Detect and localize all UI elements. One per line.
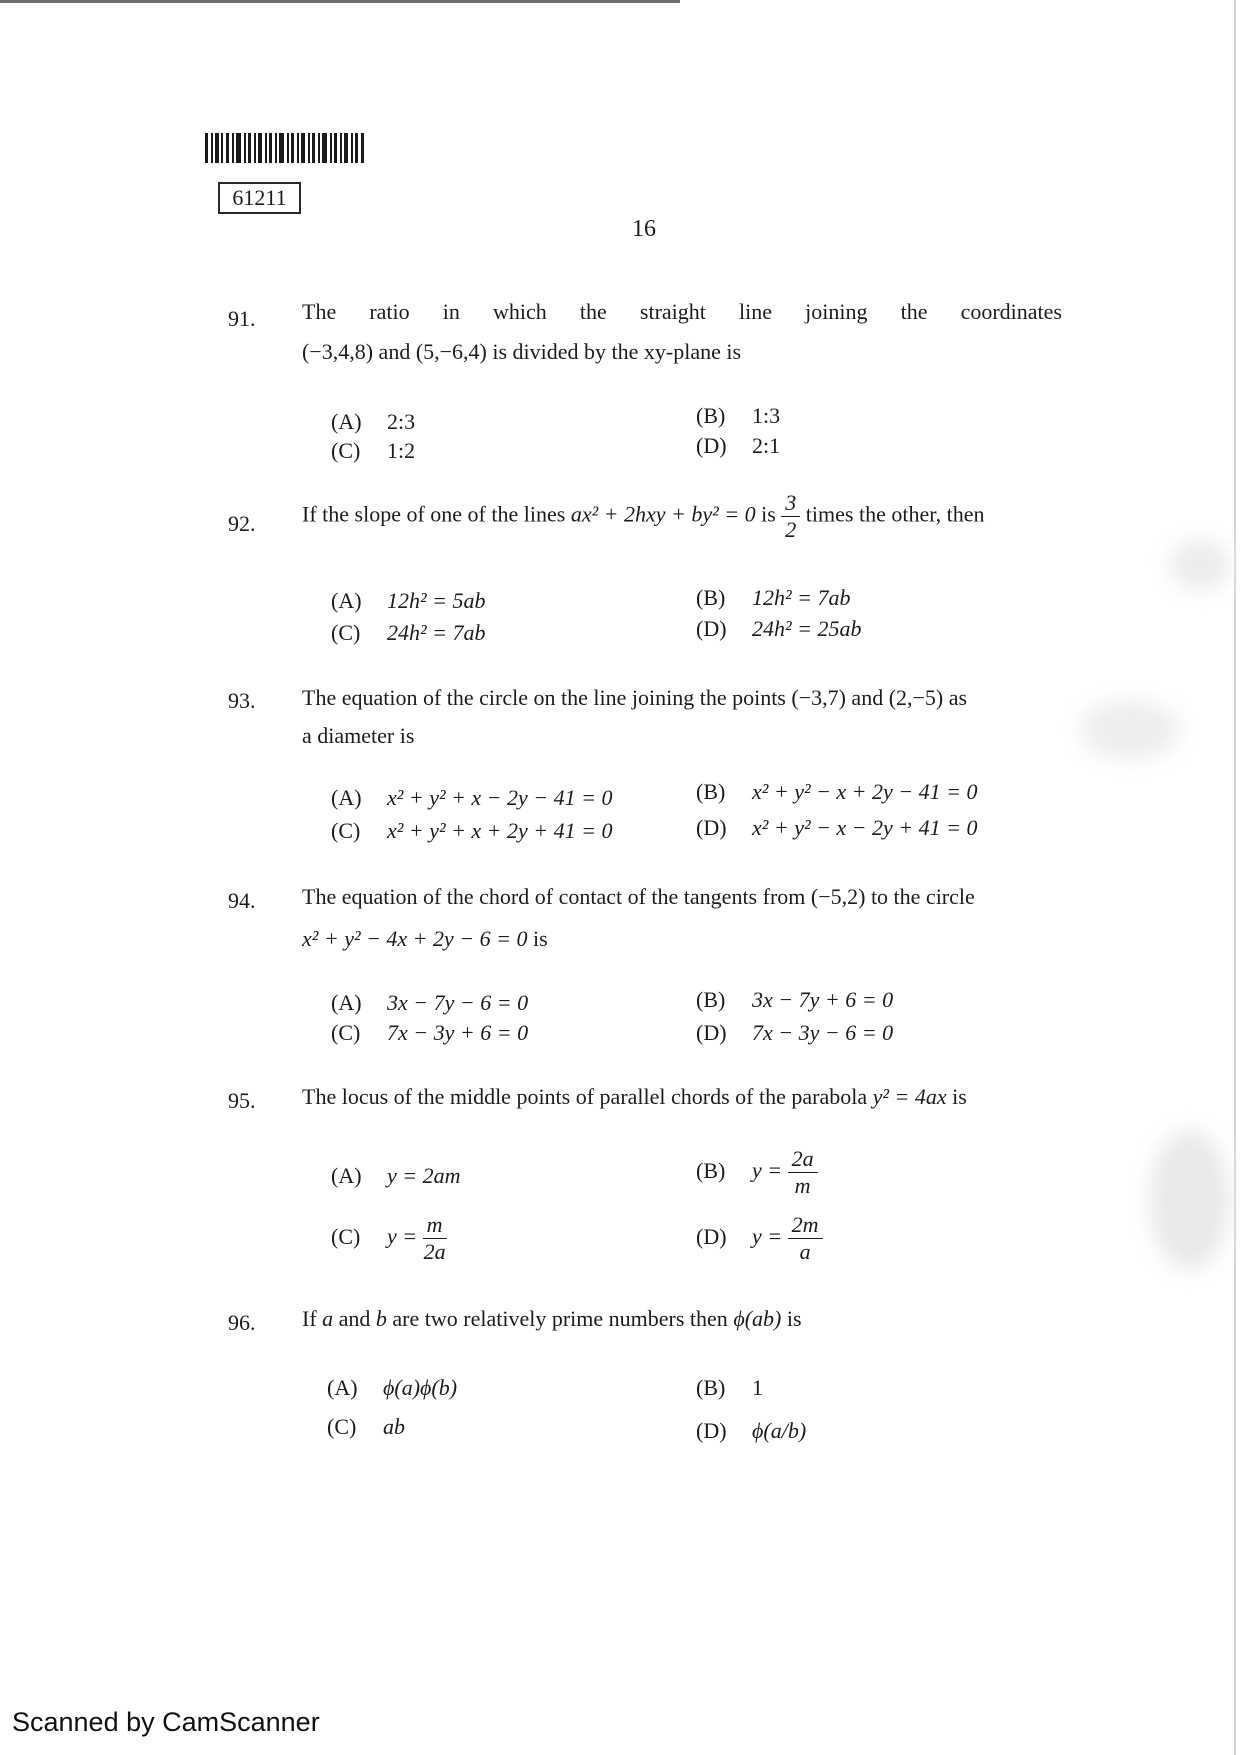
option-value: 1 bbox=[752, 1375, 763, 1400]
question-number: 95. bbox=[228, 1088, 256, 1113]
option-prefix: y = bbox=[752, 1157, 783, 1183]
option-a[interactable] bbox=[331, 785, 612, 811]
question-number: 92. bbox=[228, 511, 256, 536]
scan-smudge bbox=[1170, 540, 1230, 590]
page-number: 16 bbox=[632, 216, 656, 242]
question-text bbox=[302, 490, 985, 543]
option-label: (A) bbox=[331, 1163, 362, 1188]
question-text-part: and bbox=[338, 1306, 371, 1331]
option-c[interactable] bbox=[331, 438, 415, 464]
option-value: ϕ(a/b) bbox=[752, 1418, 807, 1443]
option-label: (C) bbox=[327, 1414, 357, 1439]
option-c[interactable] bbox=[331, 620, 485, 646]
option-label: (D) bbox=[696, 1020, 727, 1045]
option-label: (D) bbox=[696, 433, 727, 458]
option-value: ϕ(a)ϕ(b) bbox=[383, 1375, 458, 1400]
question-text: The equation of the chord of contact of the tangents from (−5,2) to the circle bbox=[302, 884, 975, 909]
option-b[interactable] bbox=[696, 403, 780, 429]
option-label: (B) bbox=[696, 585, 726, 610]
fraction bbox=[788, 1146, 818, 1199]
option-d[interactable] bbox=[696, 1418, 806, 1444]
question-text-part: times the other, then bbox=[805, 501, 985, 527]
option-label: (A) bbox=[331, 785, 362, 810]
option-value: 2:3 bbox=[387, 409, 416, 434]
option-label: (A) bbox=[331, 990, 362, 1015]
option-a[interactable] bbox=[331, 1163, 461, 1189]
option-prefix: y = bbox=[387, 1223, 418, 1249]
option-value: 2:1 bbox=[752, 433, 781, 458]
question-number: 94. bbox=[228, 888, 256, 913]
option-label: (A) bbox=[331, 588, 362, 613]
fraction-numerator: 2a bbox=[788, 1146, 818, 1173]
option-value: 7x − 3y − 6 = 0 bbox=[752, 1020, 894, 1045]
option-d[interactable] bbox=[696, 1212, 823, 1265]
equation: ax² + 2hxy + by² = 0 bbox=[570, 501, 756, 527]
question-text-part: is bbox=[532, 926, 548, 951]
option-b[interactable] bbox=[696, 987, 893, 1013]
question-text-part: is bbox=[761, 501, 776, 527]
variable-a: a bbox=[322, 1306, 334, 1331]
paper-code: 61211 bbox=[218, 182, 301, 214]
option-prefix: y = bbox=[752, 1223, 783, 1249]
fraction bbox=[423, 1212, 447, 1265]
question-text-part: If the slope of one of the lines bbox=[302, 501, 566, 527]
option-value: x² + y² + x − 2y − 41 = 0 bbox=[387, 785, 613, 810]
option-label: (D) bbox=[696, 1418, 727, 1443]
question-text-part: is bbox=[786, 1306, 802, 1331]
option-label: (C) bbox=[331, 438, 361, 463]
question-number: 93. bbox=[228, 688, 256, 713]
question-text-part: are two relatively prime numbers then bbox=[392, 1306, 728, 1331]
option-value: 24h² = 25ab bbox=[752, 616, 862, 641]
option-value: x² + y² + x + 2y + 41 = 0 bbox=[387, 818, 613, 843]
fraction-numerator: m bbox=[423, 1212, 447, 1239]
option-value: 24h² = 7ab bbox=[387, 620, 486, 645]
option-d[interactable] bbox=[696, 616, 861, 642]
fraction bbox=[781, 490, 800, 543]
option-c[interactable] bbox=[331, 1020, 528, 1046]
option-value: 1:2 bbox=[387, 438, 416, 463]
option-label: (C) bbox=[331, 818, 361, 843]
question-text: The equation of the circle on the line joining the points (−3,7) and (2,−5) as bbox=[302, 685, 968, 710]
question-number: 96. bbox=[228, 1310, 256, 1335]
question-text bbox=[302, 1300, 802, 1338]
equation: ϕ(ab) bbox=[733, 1306, 782, 1331]
option-label: (D) bbox=[696, 616, 727, 641]
question-text-part: The locus of the middle points of parallel chords of the parabola bbox=[302, 1084, 868, 1109]
option-label: (C) bbox=[331, 1020, 361, 1045]
equation: y² = 4ax bbox=[872, 1084, 947, 1109]
option-a[interactable] bbox=[331, 409, 415, 435]
option-c[interactable] bbox=[331, 1212, 447, 1265]
option-label: (C) bbox=[331, 1223, 361, 1249]
question-text-part: If bbox=[302, 1306, 317, 1331]
option-d[interactable] bbox=[696, 433, 780, 459]
option-c[interactable] bbox=[327, 1414, 405, 1440]
option-d[interactable] bbox=[696, 1020, 893, 1046]
fraction-numerator: 2m bbox=[788, 1212, 823, 1239]
option-label: (D) bbox=[696, 1223, 727, 1249]
question-text bbox=[302, 1078, 967, 1116]
option-value: 3x − 7y + 6 = 0 bbox=[752, 987, 894, 1012]
option-value: 12h² = 7ab bbox=[752, 585, 851, 610]
scan-smudge bbox=[1150, 1130, 1230, 1270]
option-value: 3x − 7y − 6 = 0 bbox=[387, 990, 529, 1015]
fraction-denominator: 2 bbox=[785, 517, 797, 542]
option-label: (B) bbox=[696, 1375, 726, 1400]
option-value: ab bbox=[383, 1414, 405, 1439]
option-label: (A) bbox=[331, 409, 362, 434]
question-text: The ratio in which the straight line joining the coordinates bbox=[302, 299, 1062, 324]
option-value: x² + y² − x + 2y − 41 = 0 bbox=[752, 779, 978, 804]
question-number: 91. bbox=[228, 306, 256, 331]
option-label: (B) bbox=[696, 1157, 726, 1183]
option-label: (D) bbox=[696, 815, 727, 840]
variable-b: b bbox=[375, 1306, 387, 1331]
option-label: (C) bbox=[331, 620, 361, 645]
barcode-image bbox=[205, 133, 365, 163]
fraction bbox=[788, 1212, 823, 1265]
question-text: (−3,4,8) and (5,−6,4) is divided by the xy-plane is bbox=[302, 339, 742, 364]
question-text: a diameter is bbox=[302, 723, 415, 748]
option-a[interactable] bbox=[327, 1375, 457, 1401]
option-value: 7x − 3y + 6 = 0 bbox=[387, 1020, 529, 1045]
option-a[interactable] bbox=[331, 990, 528, 1016]
option-label: (B) bbox=[696, 403, 726, 428]
option-label: (B) bbox=[696, 987, 726, 1012]
option-value: 1:3 bbox=[752, 403, 781, 428]
scanner-watermark: Scanned by CamScanner bbox=[12, 1707, 320, 1737]
option-label: (B) bbox=[696, 779, 726, 804]
fraction-denominator: 2a bbox=[423, 1239, 446, 1264]
question-text-part: is bbox=[952, 1084, 967, 1109]
option-b[interactable] bbox=[696, 779, 977, 805]
scan-smudge bbox=[1080, 700, 1180, 760]
option-value: y = 2am bbox=[387, 1163, 461, 1188]
fraction-denominator: m bbox=[794, 1173, 811, 1198]
option-c[interactable] bbox=[331, 818, 612, 844]
equation: x² + y² − 4x + 2y − 6 = 0 bbox=[302, 926, 528, 951]
fraction-denominator: a bbox=[799, 1239, 811, 1264]
scan-right-edge bbox=[1234, 0, 1236, 1755]
option-value: x² + y² − x − 2y + 41 = 0 bbox=[752, 815, 978, 840]
option-b[interactable] bbox=[696, 1146, 818, 1199]
question-text bbox=[302, 920, 548, 958]
option-a[interactable] bbox=[331, 588, 485, 614]
option-value: 12h² = 5ab bbox=[387, 588, 486, 613]
option-b[interactable] bbox=[696, 1375, 763, 1401]
option-label: (A) bbox=[327, 1375, 358, 1400]
fraction-numerator: 3 bbox=[781, 490, 800, 517]
scan-edge-line bbox=[0, 0, 680, 3]
option-d[interactable] bbox=[696, 815, 977, 841]
option-b[interactable] bbox=[696, 585, 850, 611]
